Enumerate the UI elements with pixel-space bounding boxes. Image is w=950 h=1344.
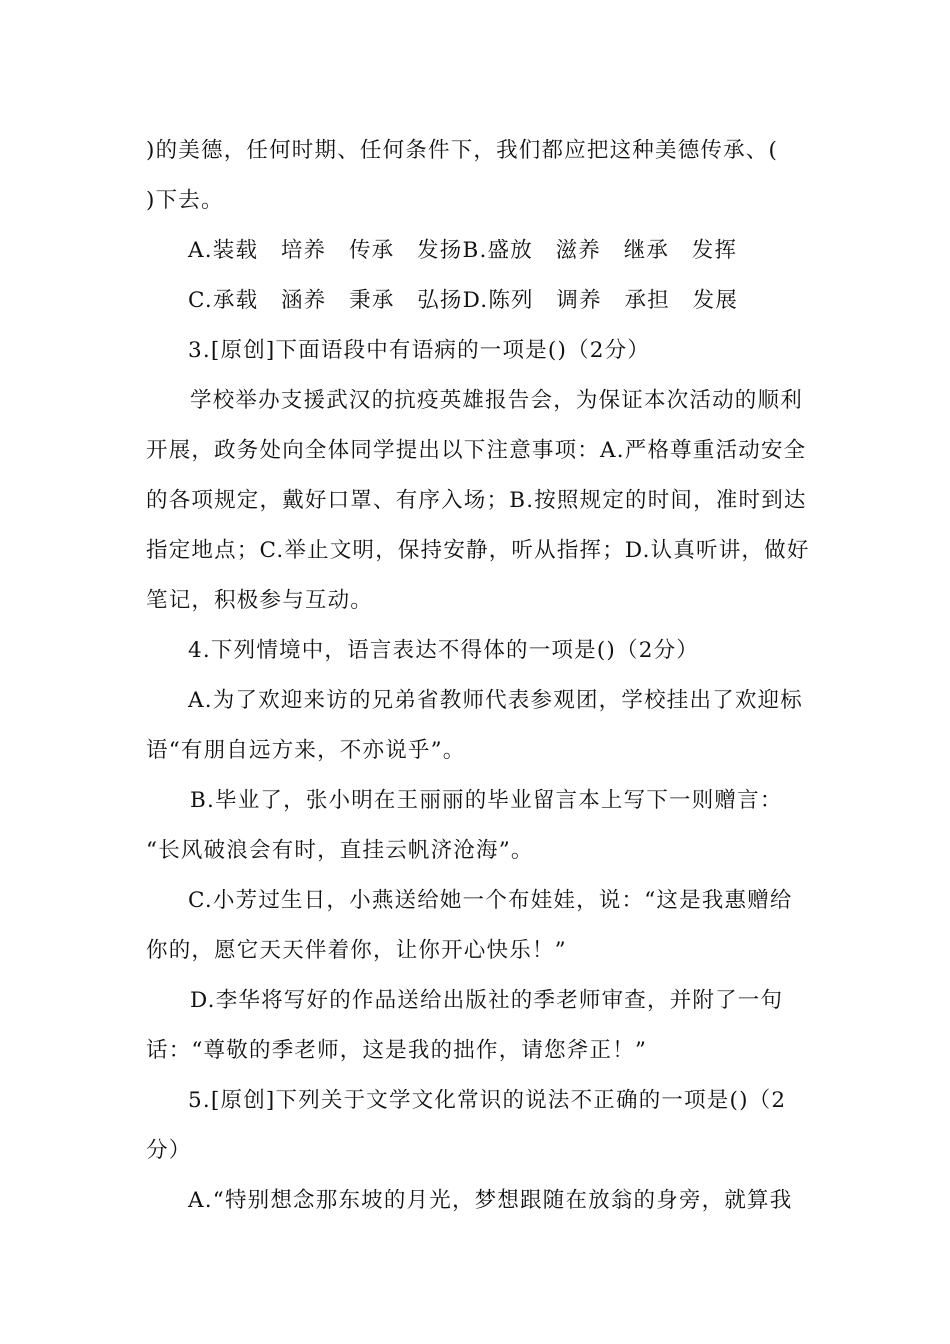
question-4-title: 4.下列情境中，语言表达不得体的一项是()（2分） — [188, 638, 699, 663]
option-b-line-2: “长风破浪会有时，直挂云帆济沧海”。 — [146, 838, 534, 863]
question-5-title-cont: 分） — [146, 1138, 192, 1163]
option-c-line-1: C.小芳过生日，小燕送给她一个布娃娃，说：“这是我惠赠给 — [188, 888, 793, 913]
option-a-line-1: A.为了欢迎来访的兄弟省教师代表参观团，学校挂出了欢迎标 — [188, 688, 803, 713]
paragraph-line-5: 笔记，积极参与互动。 — [146, 588, 374, 613]
question-3-title: 3.[原创]下面语段中有语病的一项是()（2分） — [188, 338, 651, 363]
option-b-line-1: B.毕业了，张小明在王丽丽的毕业留言本上写下一则赠言： — [190, 788, 783, 813]
paragraph-line-3: 的各项规定，戴好口罩、有序入场；B.按照规定的时间，准时到达 — [146, 488, 807, 513]
text-line-2: )下去。 — [146, 188, 224, 213]
option-d-line-1: D.李华将写好的作品送给出版社的季老师审查，并附了一句 — [190, 988, 784, 1013]
option-line-cd: C.承载 涵养 秉承 弘扬D.陈列 调养 承担 发展 — [188, 288, 739, 313]
paragraph-line-4: 指定地点；C.举止文明，保持安静，听从指挥；D.认真听讲，做好 — [146, 538, 810, 563]
paragraph-line-1: 学校举办支援武汉的抗疫英雄报告会，为保证本次活动的顺利 — [190, 388, 803, 413]
question-5-title: 5.[原创]下列关于文学文化常识的说法不正确的一项是()（2 — [188, 1088, 787, 1113]
option-line-ab: A.装载 培养 传承 发扬B.盛放 滋养 继承 发挥 — [188, 238, 738, 263]
option-a-q5-line-1: A.“特别想念那东坡的月光，梦想跟随在放翁的身旁，就算我 — [188, 1188, 793, 1213]
option-d-line-2: 话：“尊敬的季老师，这是我的拙作，请您斧正！” — [146, 1038, 648, 1063]
option-a-line-2: 语“有朋自远方来，不亦说乎”。 — [146, 738, 466, 763]
paragraph-line-2: 开展，政务处向全体同学提出以下注意事项：A.严格尊重活动安全 — [146, 438, 807, 463]
text-line-1: )的美德，任何时期、任何条件下，我们都应把这种美德传承、( — [146, 138, 779, 163]
option-c-line-2: 你的，愿它天天伴着你，让你开心快乐！” — [146, 938, 567, 963]
